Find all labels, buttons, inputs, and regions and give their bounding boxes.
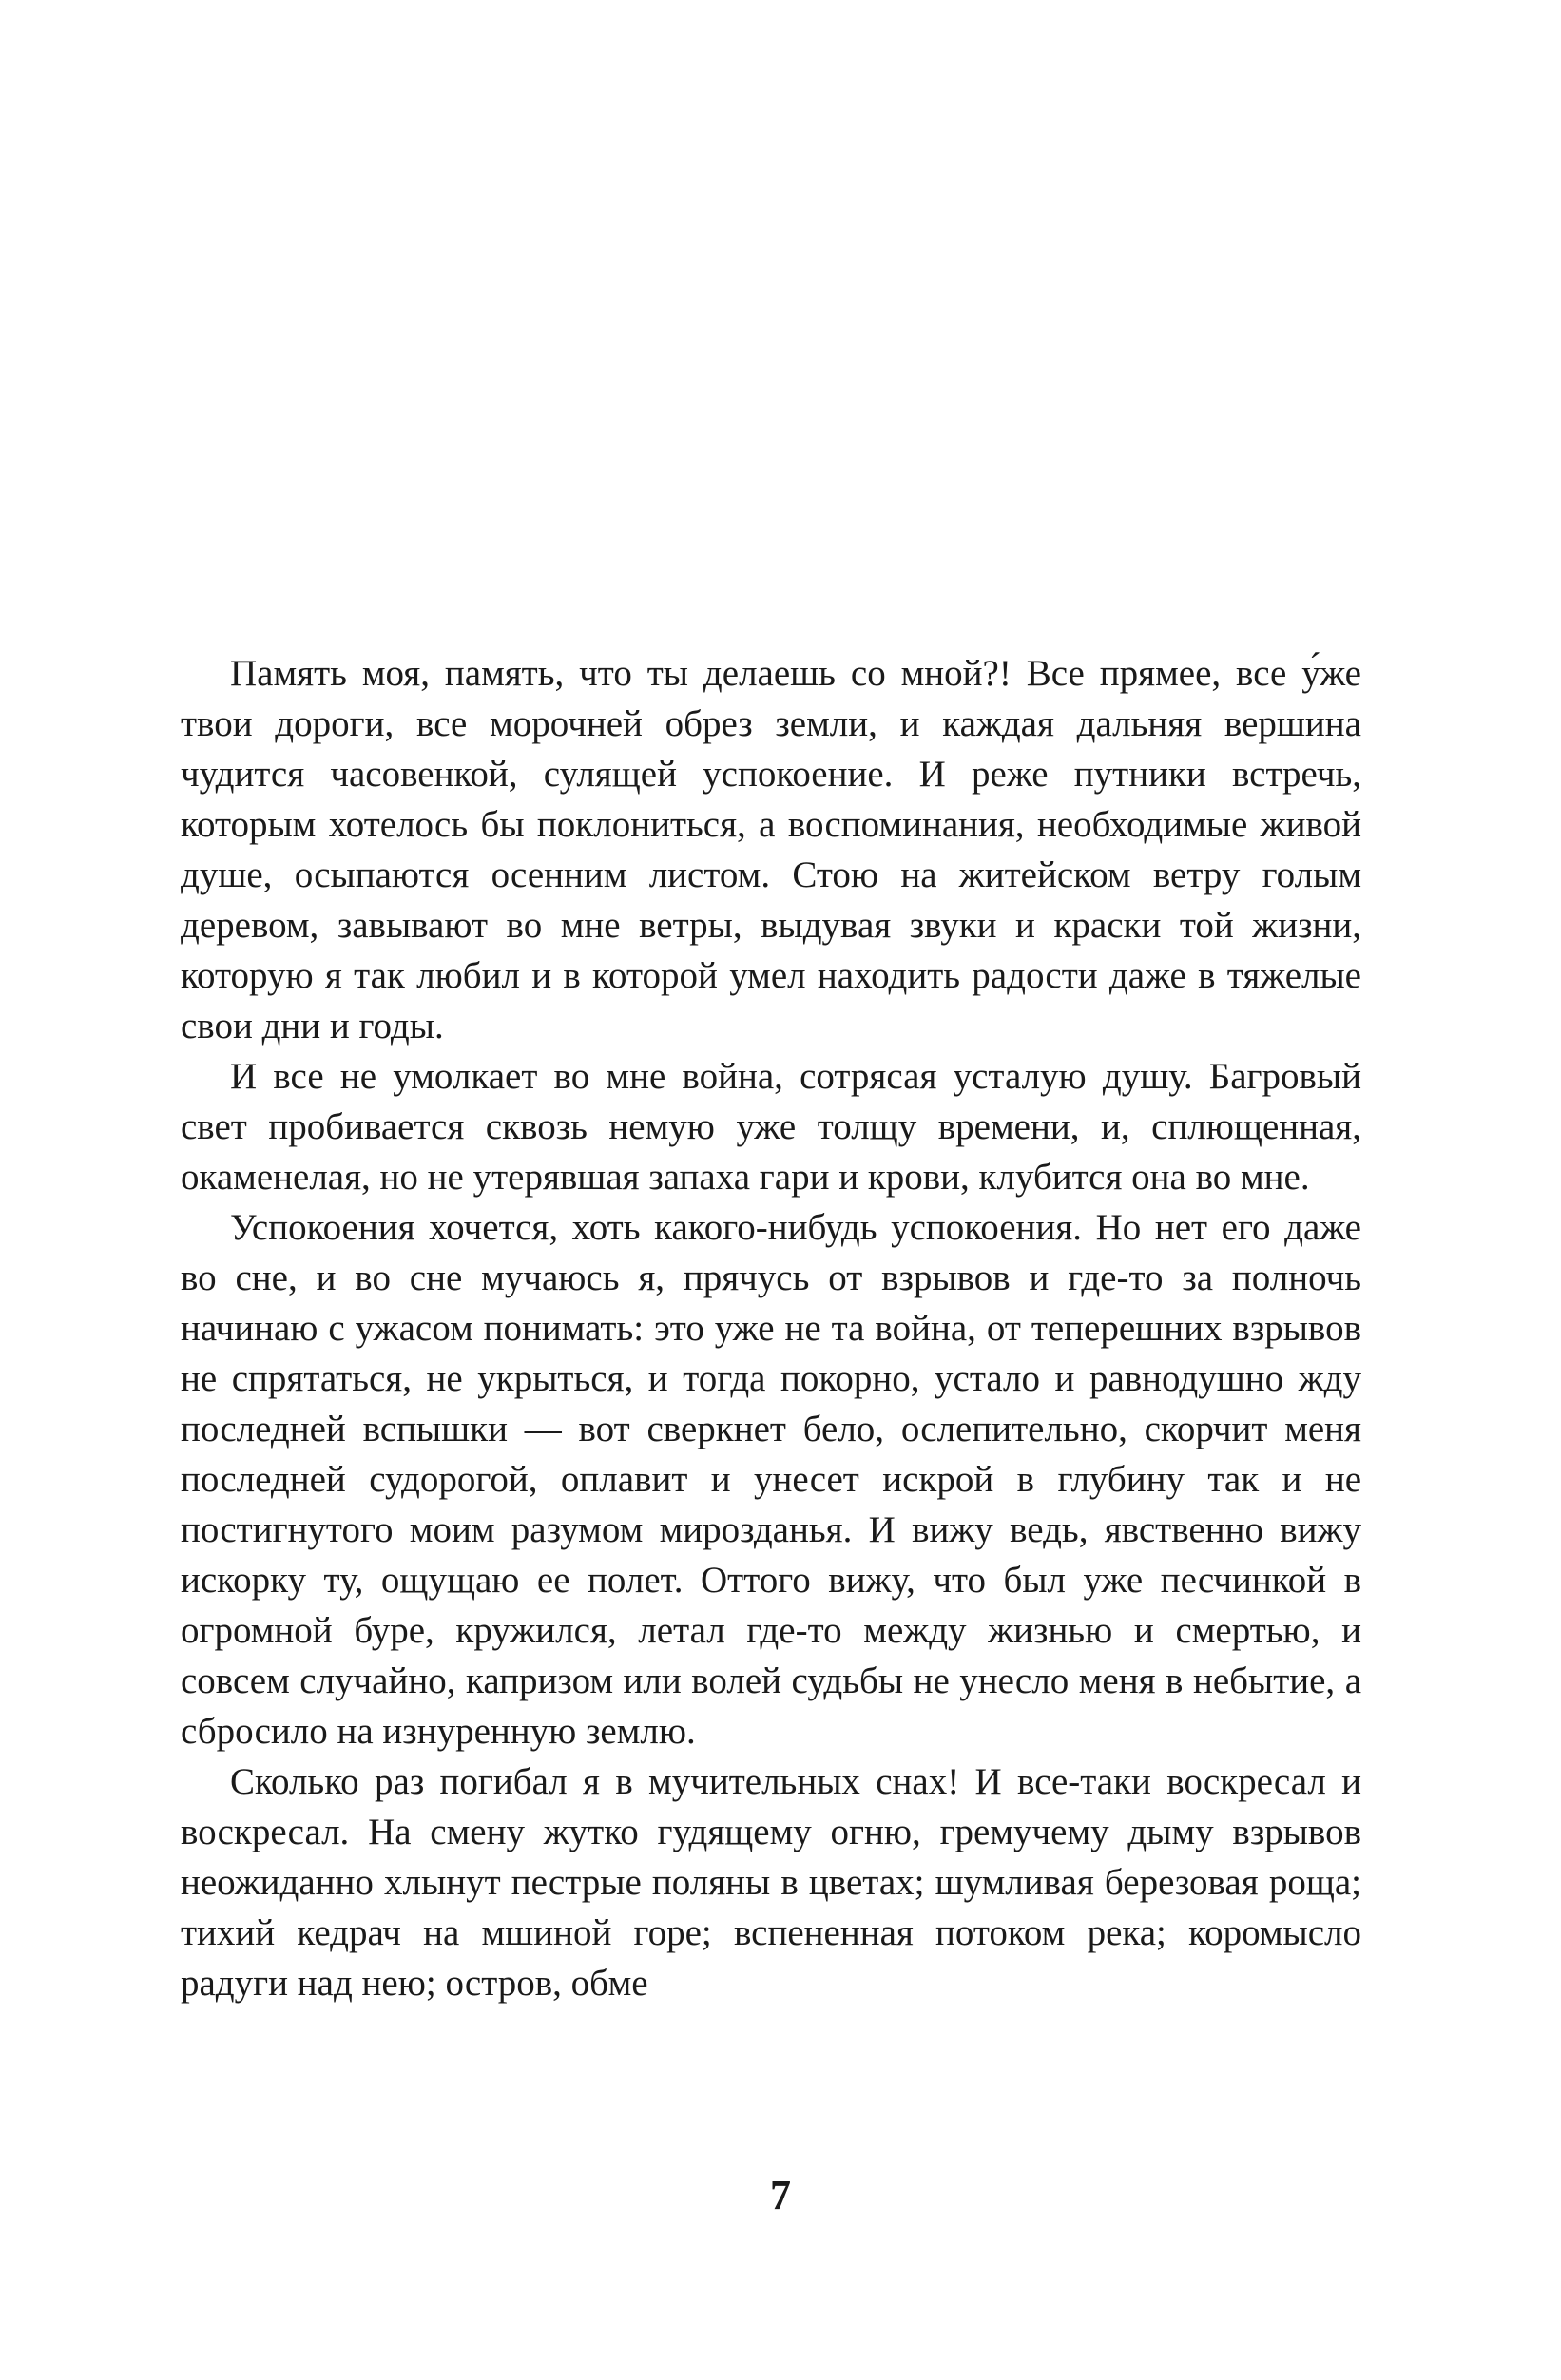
- paragraph-2: И все не умолкает во мне война, сотрясая усталую душу. Багровый свет пробивается сквозь немую уже толщу времени, и, сплющенная, окаменелая, но не утерявшая запаха гари и крови, клубится она во мне.: [181, 1056, 1361, 1198]
- body-text: [181, 648, 1361, 2008]
- paragraph-1: Память моя, память, что ты делаешь со мной?! Все прямее, все у́же твои дороги, все морочней обрез земли, и каждая дальняя вершина чудится часовенкой, сулящей успокоение. И реже путники встречь, которым хотелось бы поклониться, а воспоминания, необходимые живой душе, осыпаются осенним листом. Стою на житейском ветру голым деревом, завывают во мне ветры, выдувая звуки и краски той жизни, которую я так любил и в которой умел находить радости даже в тяжелые свои дни и годы.: [181, 653, 1361, 1046]
- paragraph-4: Сколько раз погибал я в мучительных снах! И все-таки воскресал и воскресал. На смену жутко гудящему огню, гремучему дыму взрывов неожиданно хлынут пестрые поляны в цветах; шумливая березовая роща; тихий кедрач на мшиной горе; вспененная потоком река; коромысло радуги над нею; остров, обме: [181, 1761, 1361, 2004]
- paragraph-3: Успокоения хочется, хоть какого-нибудь успокоения. Но нет его даже во сне, и во сне мучаюсь я, прячусь от взрывов и где-то за полночь начинаю с ужасом понимать: это уже не та война, от теперешних взрывов не спрятаться, не укрыться, и тогда покорно, устало и равнодушно жду последней вспышки — вот сверкнет бело, ослепительно, скорчит меня последней судорогой, оплавит и унесет искрой в глубину так и не постигнутого моим разумом мирозданья. И вижу ведь, явственно вижу искорку ту, ощущаю ее полет. Оттого вижу, что был уже песчинкой в огромной буре, кружился, летал где-то между жизнью и смертью, и совсем случайно, капризом или волей судьбы не унесло меня в небытие, а сбросило на изнуренную землю.: [181, 1207, 1361, 1752]
- page-number: 7: [770, 2172, 791, 2218]
